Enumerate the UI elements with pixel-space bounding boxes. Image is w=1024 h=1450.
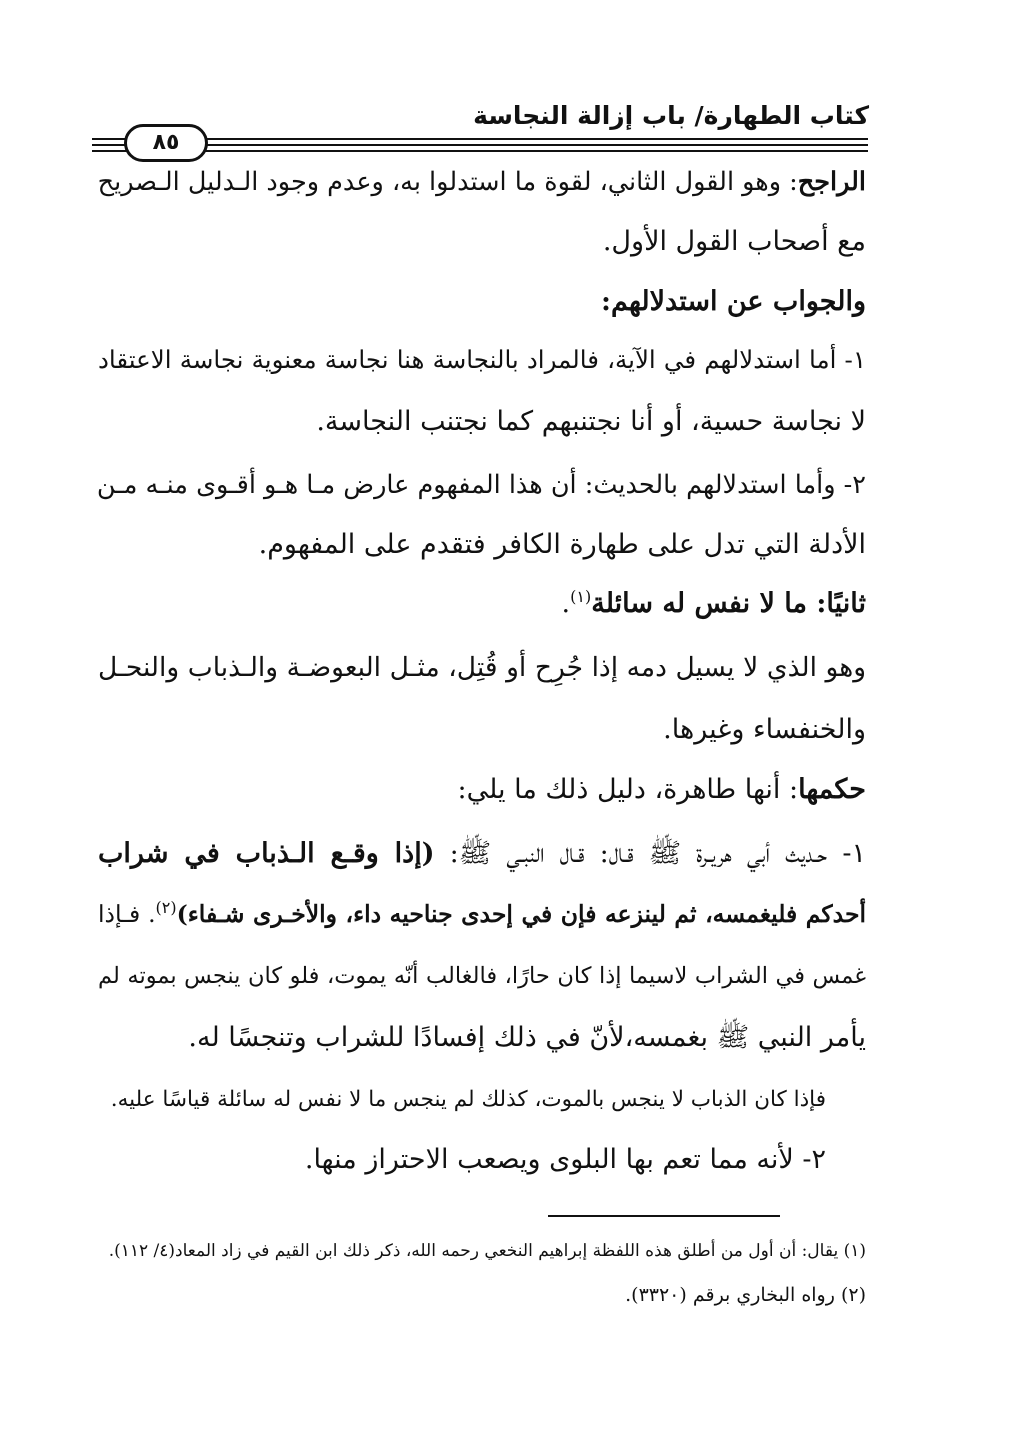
heading-text: ثانيًا: ما لا نفس له سائلة xyxy=(591,588,866,619)
text-span: ١- حـديث أبي هريـرة ﷺ قـال: قـال النبـي ﷺ: xyxy=(434,838,866,869)
text-span: . xyxy=(561,588,571,619)
footnote-ref: (١) xyxy=(570,587,592,606)
paragraph-line: غمس في الشراب لاسيما إذا كان حارًا، فالغالب أنّه يموت، فلو كان ينجس بموته لم xyxy=(98,963,866,989)
paragraph-line xyxy=(98,894,866,934)
paragraph-line xyxy=(98,770,866,810)
paragraph-line: الأدلة التي تدل على طهارة الكافر فتقدم على المفهوم. xyxy=(258,529,866,560)
hadith-quote: (إذا وقـع الـذباب في شراب xyxy=(98,838,435,869)
paragraph-line: ٢- وأما استدلالهم بالحديث: أن هذا المفهوم عارض مـا هـو أقـوى منـه مـن xyxy=(96,470,866,500)
page-number-badge: ٨٥ xyxy=(124,124,208,162)
text-span: . فـإذا xyxy=(98,900,156,928)
term-heading: الراجح xyxy=(797,167,866,197)
header-rule xyxy=(92,144,868,146)
paragraph-line xyxy=(98,162,866,202)
text-span: : أنها طاهرة، دليل ذلك ما يلي: xyxy=(457,774,799,805)
footnote-separator xyxy=(548,1215,780,1217)
paragraph-line: مع أصحاب القول الأول. xyxy=(602,226,866,257)
footnote-1: (١) يقال: أن أول من أطلق هذه اللفظة إبراهيم النخعي رحمه الله، ذكر ذلك ابن القيم في زاد المعاد(٤/ ١١٢). xyxy=(108,1241,866,1261)
text-span: : وهو القول الثاني، لقوة ما استدلوا به، وعدم وجود الـدليل الـصريح xyxy=(97,167,798,197)
paragraph-line xyxy=(98,834,866,874)
paragraph-line: والخنفساء وغيرها. xyxy=(663,714,866,745)
section-heading: والجواب عن استدلالهم: xyxy=(601,286,866,317)
header-rule xyxy=(92,150,868,152)
footnote-2: (٢) رواه البخاري برقم (٣٣٢٠). xyxy=(625,1284,866,1306)
running-header: كتاب الطهارة/ باب إزالة النجاسة xyxy=(473,101,869,130)
section-heading xyxy=(98,584,866,624)
term-heading: حكمها xyxy=(798,774,866,805)
paragraph-line: لا نجاسة حسية، أو أنا نجتنبهم كما نجتنب النجاسة. xyxy=(316,406,866,437)
hadith-quote: أحدكم فليغمسه، ثم لينزعه فإن في إحدى جناحيه داء، والأخـرى شـفاء) xyxy=(176,900,866,928)
paragraph-line: ٢- لأنه مما تعم بها البلوى ويصعب الاحتراز منها. xyxy=(304,1144,826,1175)
footnote-ref: (٢) xyxy=(155,898,177,918)
paragraph-line: وهو الذي لا يسيل دمه إذا جُرِح أو قُتِل، مثـل البعوضـة والـذباب والنحـل xyxy=(98,652,866,683)
paragraph-line: يأمر النبي ﷺ بغمسه،لأنّ في ذلك إفسادًا للشراب وتنجسًا له. xyxy=(188,1022,866,1053)
header-rule xyxy=(92,138,868,140)
paragraph-line: فإذا كان الذباب لا ينجس بالموت، كذلك لم ينجس ما لا نفس له سائلة قياسًا عليه. xyxy=(110,1087,826,1112)
paragraph-line: ١- أما استدلالهم في الآية، فالمراد بالنجاسة هنا نجاسة معنوية نجاسة الاعتقاد xyxy=(98,345,866,374)
